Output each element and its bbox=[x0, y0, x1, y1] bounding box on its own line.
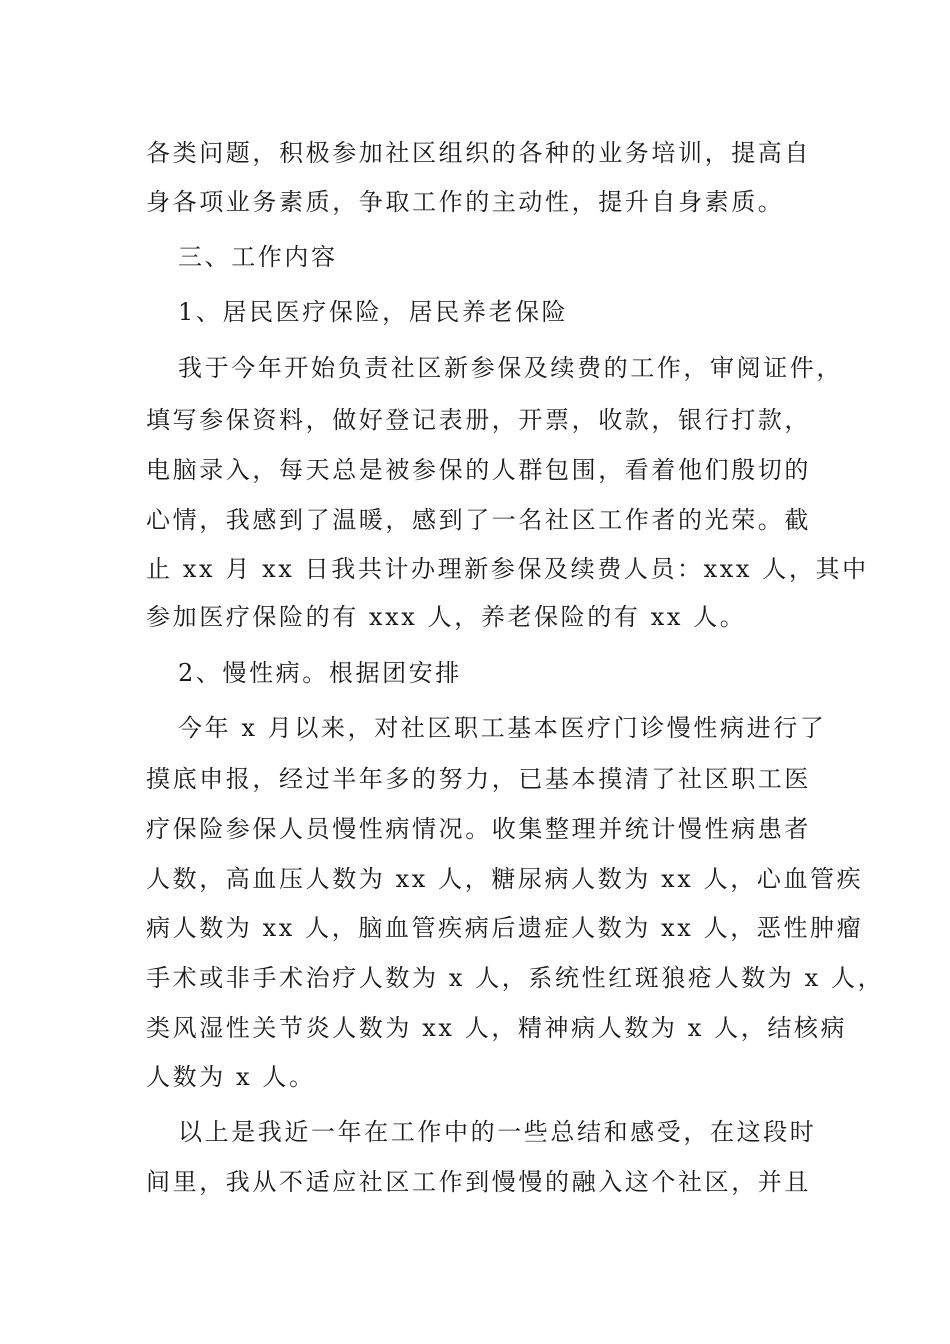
paragraph-line: 病人数为 xx 人，脑血管疾病后遗症人数为 xx 人，恶性肿瘤 bbox=[146, 914, 864, 942]
paragraph-line: 间里，我从不适应社区工作到慢慢的融入这个社区，并且 bbox=[146, 1168, 811, 1196]
paragraph-line: 身各项业务素质，争取工作的主动性，提升自身素质。 bbox=[146, 188, 785, 216]
paragraph-line: 人数为 x 人。 bbox=[146, 1063, 316, 1091]
paragraph-line: 疗保险参保人员慢性病情况。收集整理并统计慢性病患者 bbox=[146, 815, 811, 843]
paragraph-line: 填写参保资料，做好登记表册，开票，收款，银行打款， bbox=[146, 406, 811, 434]
paragraph-line: 参加医疗保险的有 xxx 人，养老保险的有 xx 人。 bbox=[146, 603, 747, 631]
paragraph-line: 各类问题，积极参加社区组织的各种的业务培训，提高自 bbox=[146, 139, 811, 167]
paragraph-line: 以上是我近一年在工作中的一些总结和感受，在这段时 bbox=[178, 1118, 817, 1146]
paragraph-line: 摸底申报，经过半年多的努力，已基本摸清了社区职工医 bbox=[146, 765, 811, 793]
section-heading: 三、工作内容 bbox=[178, 243, 338, 271]
paragraph-line: 止 xx 月 xx 日我共计办理新参保及续费人员：xxx 人，其中 bbox=[146, 555, 869, 583]
paragraph-line: 我于今年开始负责社区新参保及续费的工作，审阅证件， bbox=[178, 354, 843, 382]
paragraph-line: 心情，我感到了温暖，感到了一名社区工作者的光荣。截 bbox=[146, 506, 811, 534]
paragraph-line: 电脑录入，每天总是被参保的人群包围，看着他们殷切的 bbox=[146, 456, 811, 484]
paragraph-line: 今年 x 月以来，对社区职工基本医疗门诊慢性病进行了 bbox=[178, 714, 827, 742]
paragraph-line: 手术或非手术治疗人数为 x 人，系统性红斑狼疮人数为 x 人， bbox=[146, 964, 885, 992]
subsection-heading: 1、居民医疗保险，居民养老保险 bbox=[178, 298, 569, 326]
paragraph-line: 类风湿性关节炎人数为 xx 人，精神病人数为 x 人，结核病 bbox=[146, 1014, 848, 1042]
subsection-heading: 2、慢性病。根据团安排 bbox=[178, 659, 462, 687]
paragraph-line: 人数，高血压人数为 xx 人，糖尿病人数为 xx 人，心血管疾 bbox=[146, 865, 864, 893]
